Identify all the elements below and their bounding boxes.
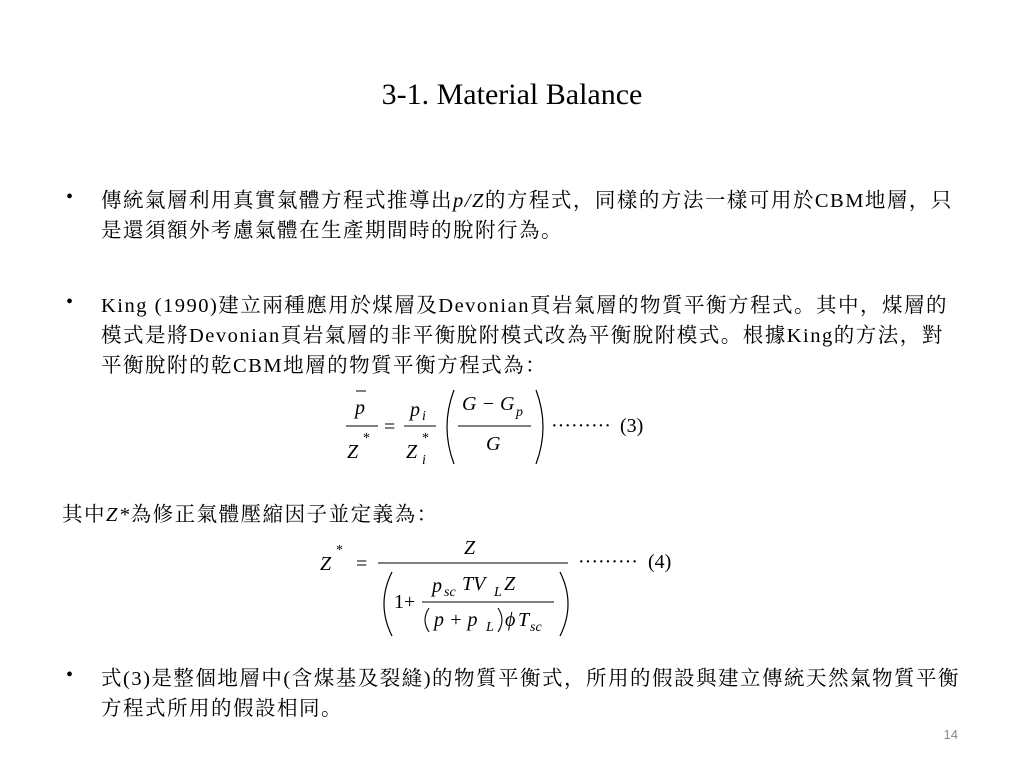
bullet-1-text: 傳統氣層利用真實氣體方程式推導出p/Z的方程式，同樣的方法一樣可用於CBM地層，只是還須額外考慮氣體在生產期間時的脫附行為。: [101, 190, 953, 242]
svg-text:G − G: G − G: [462, 393, 515, 415]
svg-text:L: L: [494, 585, 502, 600]
svg-text:*: *: [363, 431, 370, 446]
svg-text:ϕ: ϕ: [505, 609, 516, 631]
svg-text:=: =: [384, 416, 396, 438]
svg-text:Z: Z: [347, 441, 359, 463]
svg-text:TV: TV: [462, 573, 486, 595]
svg-text:·········: ·········: [551, 415, 611, 437]
svg-text:T: T: [518, 609, 530, 631]
equation-3: [336, 384, 656, 470]
svg-text:=: =: [356, 553, 368, 575]
bullet-marker: •: [66, 291, 74, 313]
svg-text:L: L: [486, 620, 494, 635]
svg-text:Z: Z: [320, 553, 332, 575]
svg-text:p: p: [410, 399, 420, 421]
svg-text:Z: Z: [406, 441, 418, 463]
svg-text:p: p: [432, 575, 442, 597]
bullet-2-text: King (1990)建立兩種應用於煤層及Devonian頁岩氣層的物質平衡方程式。其中，煤層的模式是將Devonian頁岩氣層的非平衡脫附模式改為平衡脫附模式。根據King的方法，對平衡脫附的乾CBM地層的物質平衡方程式為：: [101, 295, 948, 377]
svg-text:sc: sc: [530, 620, 542, 635]
bullet-marker: •: [66, 186, 74, 208]
svg-text:*: *: [336, 543, 343, 558]
equation-4: [316, 534, 686, 640]
bullet-3-text: 式(3)是整個地層中(含煤基及裂縫)的物質平衡式，所用的假設與建立傳統天然氣物質平衡方程式所用的假設相同。: [101, 668, 961, 720]
svg-text:p: p: [516, 405, 523, 420]
svg-text:Z: Z: [504, 573, 516, 595]
page-number: 14: [943, 727, 958, 742]
slide-title: 3-1. Material Balance: [381, 78, 643, 111]
svg-text:(4): (4): [648, 551, 672, 573]
svg-text:G: G: [486, 433, 501, 455]
svg-text:·········: ·········: [578, 551, 638, 573]
svg-text:p + p: p + p: [434, 609, 478, 631]
svg-text:Z: Z: [464, 537, 476, 559]
svg-text:(3): (3): [620, 415, 644, 437]
svg-text:i: i: [422, 453, 426, 468]
svg-text:sc: sc: [444, 585, 456, 600]
bullet-marker: •: [66, 664, 74, 686]
definition-text: 其中Z*為修正氣體壓縮因子並定義為：: [62, 504, 439, 526]
svg-text:1+: 1+: [394, 591, 416, 613]
svg-text:i: i: [422, 409, 426, 424]
svg-text:*: *: [422, 431, 429, 446]
svg-text:p: p: [355, 397, 365, 419]
